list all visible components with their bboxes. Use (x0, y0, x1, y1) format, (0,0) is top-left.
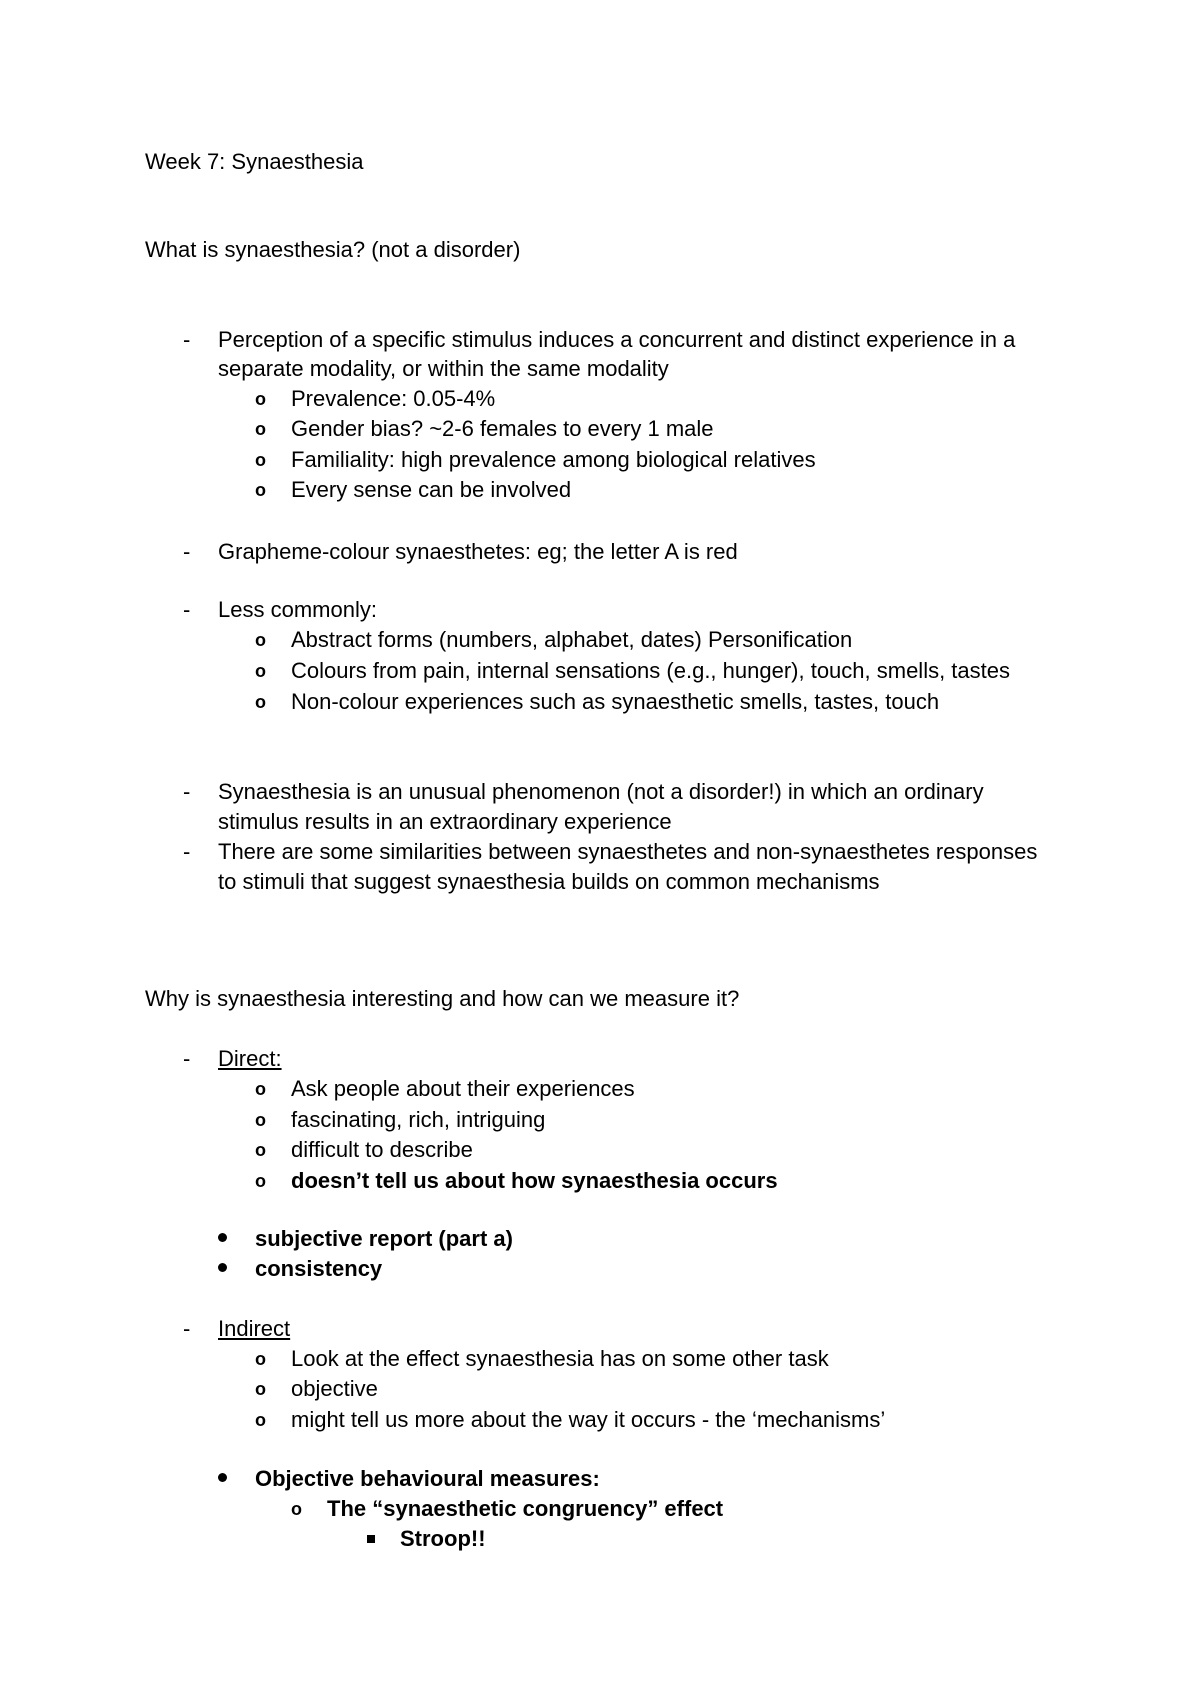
bullet-text: Less commonly: (218, 597, 377, 622)
bullet-text-cont: to stimuli that suggest synaesthesia builds on common mechanisms (218, 869, 880, 894)
solid-bullet (218, 1233, 227, 1242)
congruency-item: The “synaesthetic congruency” effect (327, 1496, 724, 1521)
circle-bullet: o (255, 389, 266, 409)
sub-item: Colours from pain, internal sensations (e.g., hunger), touch, smells, tastes (291, 658, 1011, 683)
section-heading-what: What is synaesthesia? (not a disorder) (145, 237, 521, 262)
bullet-text-cont: stimulus results in an extraordinary experience (218, 809, 672, 834)
sub-item: might tell us more about the way it occurs - the ‘mechanisms’ (291, 1407, 886, 1432)
circle-bullet: o (255, 1349, 266, 1369)
bullet-text: There are some similarities between synaesthetes and non-synaesthetes responses (218, 839, 1038, 864)
sub-item: objective (291, 1376, 378, 1401)
circle-bullet: o (255, 1140, 266, 1160)
circle-bullet: o (255, 1379, 266, 1399)
circle-bullet: o (255, 630, 266, 650)
sub-item: fascinating, rich, intriguing (291, 1107, 546, 1132)
sub-item: Familiality: high prevalence among biological relatives (291, 447, 816, 472)
dash-bullet: - (183, 839, 191, 864)
dash-bullet: - (183, 1046, 191, 1071)
circle-bullet: o (255, 692, 266, 712)
dash-bullet: - (183, 779, 191, 804)
sub-item: Every sense can be involved (291, 477, 572, 502)
sub-item: Look at the effect synaesthesia has on some other task (291, 1346, 829, 1371)
circle-bullet: o (255, 1171, 266, 1191)
circle-bullet: o (255, 1410, 266, 1430)
sub-item: Non-colour experiences such as synaesthetic smells, tastes, touch (291, 689, 940, 714)
circle-bullet: o (291, 1499, 302, 1519)
indirect-label: Indirect (218, 1316, 291, 1341)
bullet-text: Grapheme-colour synaesthetes: eg; the letter A is red (218, 539, 738, 564)
circle-bullet: o (255, 480, 266, 500)
circle-bullet: o (255, 1110, 266, 1130)
sub-item: difficult to describe (291, 1137, 473, 1162)
dash-bullet: - (183, 327, 191, 352)
page-title: Week 7: Synaesthesia (145, 149, 364, 174)
solid-bullet (218, 1263, 227, 1272)
bullet-text-cont: separate modality, or within the same modality (218, 356, 669, 381)
dash-bullet: - (183, 1316, 191, 1341)
circle-bullet: o (255, 450, 266, 470)
bold-bullet-text: subjective report (part a) (255, 1226, 513, 1251)
square-bullet (367, 1535, 375, 1543)
direct-label: Direct: (218, 1046, 282, 1071)
sub-item: Gender bias? ~2-6 females to every 1 male (291, 416, 714, 441)
sub-item-bold: doesn’t tell us about how synaesthesia occurs (291, 1168, 778, 1193)
circle-bullet: o (255, 661, 266, 681)
solid-bullet (218, 1473, 227, 1482)
bold-bullet-text: consistency (255, 1256, 383, 1281)
section-heading-why: Why is synaesthesia interesting and how can we measure it? (145, 986, 740, 1011)
dash-bullet: - (183, 539, 191, 564)
sub-item: Prevalence: 0.05-4% (291, 386, 496, 411)
sub-item: Ask people about their experiences (291, 1076, 635, 1101)
circle-bullet: o (255, 419, 266, 439)
stroop-item: Stroop!! (400, 1526, 486, 1551)
sub-item: Abstract forms (numbers, alphabet, dates) Personification (291, 627, 853, 652)
circle-bullet: o (255, 1079, 266, 1099)
bold-bullet-text: Objective behavioural measures: (255, 1466, 600, 1491)
dash-bullet: - (183, 597, 191, 622)
bullet-text: Synaesthesia is an unusual phenomenon (not a disorder!) in which an ordinary (218, 779, 984, 804)
bullet-text: Perception of a specific stimulus induces a concurrent and distinct experience in a (218, 327, 1016, 352)
